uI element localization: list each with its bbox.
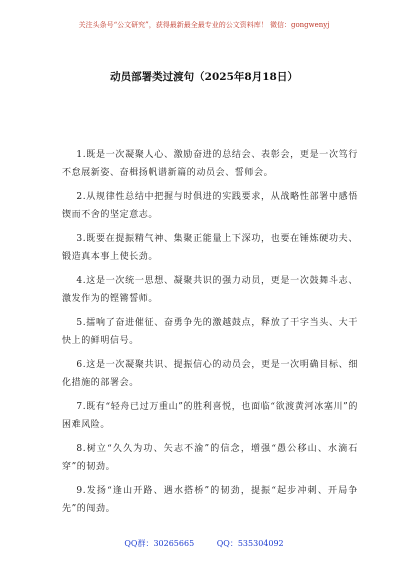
paragraph: 6.这是一次凝聚共识、提振信心的动员会，更是一次明确目标、细化措施的部署会。 <box>62 360 358 388</box>
paragraph: 7.既有“轻舟已过万重山”的胜利喜悦，也面临“欲渡黄河冰塞川”的困难风险。 <box>62 402 358 430</box>
footer-contact <box>20 538 388 549</box>
page-title: 动员部署类过渡句（2025年8月18日） <box>110 71 298 83</box>
paragraph: 2.从规律性总结中把握与时俱进的实践要求，从战略性部署中感悟锲而不舍的坚定意志。 <box>62 192 358 220</box>
document-body <box>62 146 358 524</box>
paragraph: 5.擂响了奋进催征、奋勇争先的激越鼓点，释放了干字当头、大干快上的鲜明信号。 <box>62 318 358 346</box>
footer-qq-group: QQ群：30265665 <box>124 539 195 548</box>
paragraph: 8.树立“久久为功、矢志不渝”的信念，增强“愚公移山、水滴石穿”的韧劲。 <box>62 444 358 472</box>
paragraph: 9.发扬“逢山开路、遇水搭桥”的韧劲，提振“起步冲刺、开局争先”的闯劲。 <box>62 486 358 514</box>
paragraph: 4.这是一次统一思想、凝聚共识的强力动员，更是一次鼓舞斗志、激发作为的铿锵誓师。 <box>62 276 358 304</box>
paragraph: 1.既是一次凝聚人心、激励奋进的总结会、表彰会，更是一次笃行不怠展新姿、奋楫扬帆谱新篇的动员会、誓师会。 <box>62 150 358 178</box>
header-banner: 关注头条号“公文研究”，获得最新最全最专业的公文资料库！ 微信：gongwenyj <box>78 21 330 29</box>
paragraph: 3.既要在提振精气神、集聚正能量上下深功，也要在锤炼硬功夫、锻造真本事上使长劲。 <box>62 234 358 262</box>
footer-qq: QQ：535304092 <box>216 539 284 548</box>
